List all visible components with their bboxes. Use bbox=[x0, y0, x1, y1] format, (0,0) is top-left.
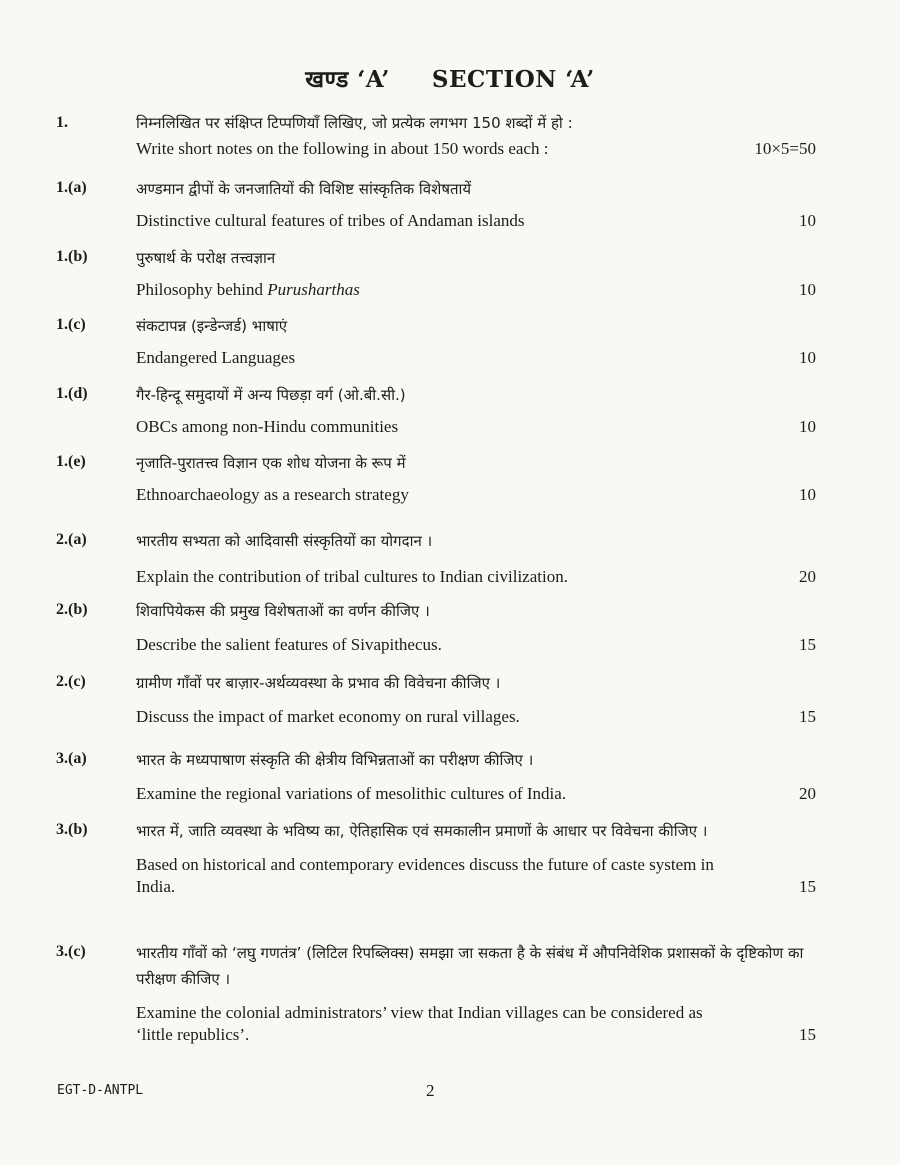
question-marks: 15 bbox=[799, 635, 816, 654]
question-text-english: Endangered Languages 10 bbox=[136, 348, 816, 367]
question-text-hindi: भारतीय सभ्यता को आदिवासी संस्कृतियों का योगदान । bbox=[136, 532, 433, 550]
question-marks: 10 bbox=[799, 211, 816, 230]
question-text-hindi: भारतीय गाँवों को ‘लघु गणतंत्र’ (लिटिल रिपब्लिक्स) समझा जा सकता है के संबंध में औपनिवेशिक प्रशासकों के दृष्टिकोण का परीक्षण कीजिए । bbox=[136, 944, 804, 988]
question-marks: 10 bbox=[799, 417, 816, 436]
section-heading-english: SECTION ‘A’ bbox=[431, 66, 595, 93]
question-text-hindi: संकटापन्न (इन्डेन्जर्ड) भाषाएं bbox=[136, 317, 288, 335]
question-number: 3.(a) bbox=[56, 750, 87, 767]
question-text-english: Discuss the impact of market economy on rural villages. 15 bbox=[136, 707, 816, 726]
question-number: 2.(b) bbox=[56, 601, 88, 618]
question-text-hindi: निम्नलिखित पर संक्षिप्त टिप्पणियाँ लिखिए, जो प्रत्येक लगभग 150 शब्दों में हो : bbox=[136, 114, 573, 132]
paper-code: EGT-D-ANTPL bbox=[57, 1083, 144, 1098]
question-marks: 20 bbox=[799, 784, 816, 803]
question-text-english: Write short notes on the following in about 150 words each : 10×5=50 bbox=[136, 139, 816, 158]
question-text-english: OBCs among non-Hindu communities 10 bbox=[136, 417, 816, 436]
question-text-english: Examine the colonial administrators’ view that Indian villages can be considered as ‘little republics’. 15 bbox=[136, 1003, 816, 1044]
question-marks: 15 bbox=[799, 877, 816, 896]
question-marks: 10×5=50 bbox=[754, 139, 816, 158]
question-text-hindi: भारत में, जाति व्यवस्था के भविष्य का, ऐतिहासिक एवं समकालीन प्रमाणों के आधार पर विवेचना कीजिए । bbox=[136, 822, 708, 840]
question-marks: 20 bbox=[799, 567, 816, 586]
question-number: 1.(b) bbox=[56, 248, 88, 265]
section-heading bbox=[0, 62, 900, 94]
question-marks: 15 bbox=[799, 707, 816, 726]
question-number: 3.(c) bbox=[56, 943, 86, 960]
question-text-hindi: शिवापियेकस की प्रमुख विशेषताओं का वर्णन कीजिए । bbox=[136, 602, 430, 620]
question-text-english: Explain the contribution of tribal cultures to Indian civilization. 20 bbox=[136, 567, 816, 586]
question-text-english: Based on historical and contemporary evidences discuss the future of caste system in India. 15 bbox=[136, 855, 816, 896]
question-text-english: Examine the regional variations of mesolithic cultures of India. 20 bbox=[136, 784, 816, 803]
question-text-hindi: नृजाति-पुरातत्त्व विज्ञान एक शोध योजना के रूप में bbox=[136, 454, 406, 472]
question-number: 1.(d) bbox=[56, 385, 88, 402]
question-text-hindi: भारत के मध्यपाषाण संस्कृति की क्षेत्रीय विभिन्नताओं का परीक्षण कीजिए । bbox=[136, 751, 534, 769]
question-text-english: Describe the salient features of Sivapithecus. 15 bbox=[136, 635, 816, 654]
question-text-english: Ethnoarchaeology as a research strategy 10 bbox=[136, 485, 816, 504]
question-text-hindi: गैर-हिन्दू समुदायों में अन्य पिछड़ा वर्ग (ओ.बी.सी.) bbox=[136, 386, 406, 404]
question-text-english: Distinctive cultural features of tribes of Andaman islands 10 bbox=[136, 211, 816, 230]
question-number: 1.(a) bbox=[56, 179, 87, 196]
question-number: 2.(a) bbox=[56, 531, 87, 548]
question-marks: 10 bbox=[799, 280, 816, 299]
question-marks: 10 bbox=[799, 348, 816, 367]
question-text-hindi: पुरुषार्थ के परोक्ष तत्त्वज्ञान bbox=[136, 249, 276, 267]
question-text-hindi: अण्डमान द्वीपों के जनजातियों की विशिष्ट सांस्कृतिक विशेषतायें bbox=[136, 180, 472, 198]
section-heading-hindi: खण्ड ‘A’ bbox=[305, 66, 390, 93]
question-number: 3.(b) bbox=[56, 821, 88, 838]
question-text-hindi: ग्रामीण गाँवों पर बाज़ार-अर्थव्यवस्था के प्रभाव की विवेचना कीजिए । bbox=[136, 674, 501, 692]
question-number: 1.(c) bbox=[56, 316, 86, 333]
question-text-english: Philosophy behind Purusharthas 10 bbox=[136, 280, 816, 299]
question-number: 2.(c) bbox=[56, 673, 86, 690]
question-marks: 15 bbox=[799, 1025, 816, 1044]
question-marks: 10 bbox=[799, 485, 816, 504]
question-number: 1. bbox=[56, 114, 68, 131]
page-number: 2 bbox=[426, 1081, 435, 1100]
question-number: 1.(e) bbox=[56, 453, 86, 470]
